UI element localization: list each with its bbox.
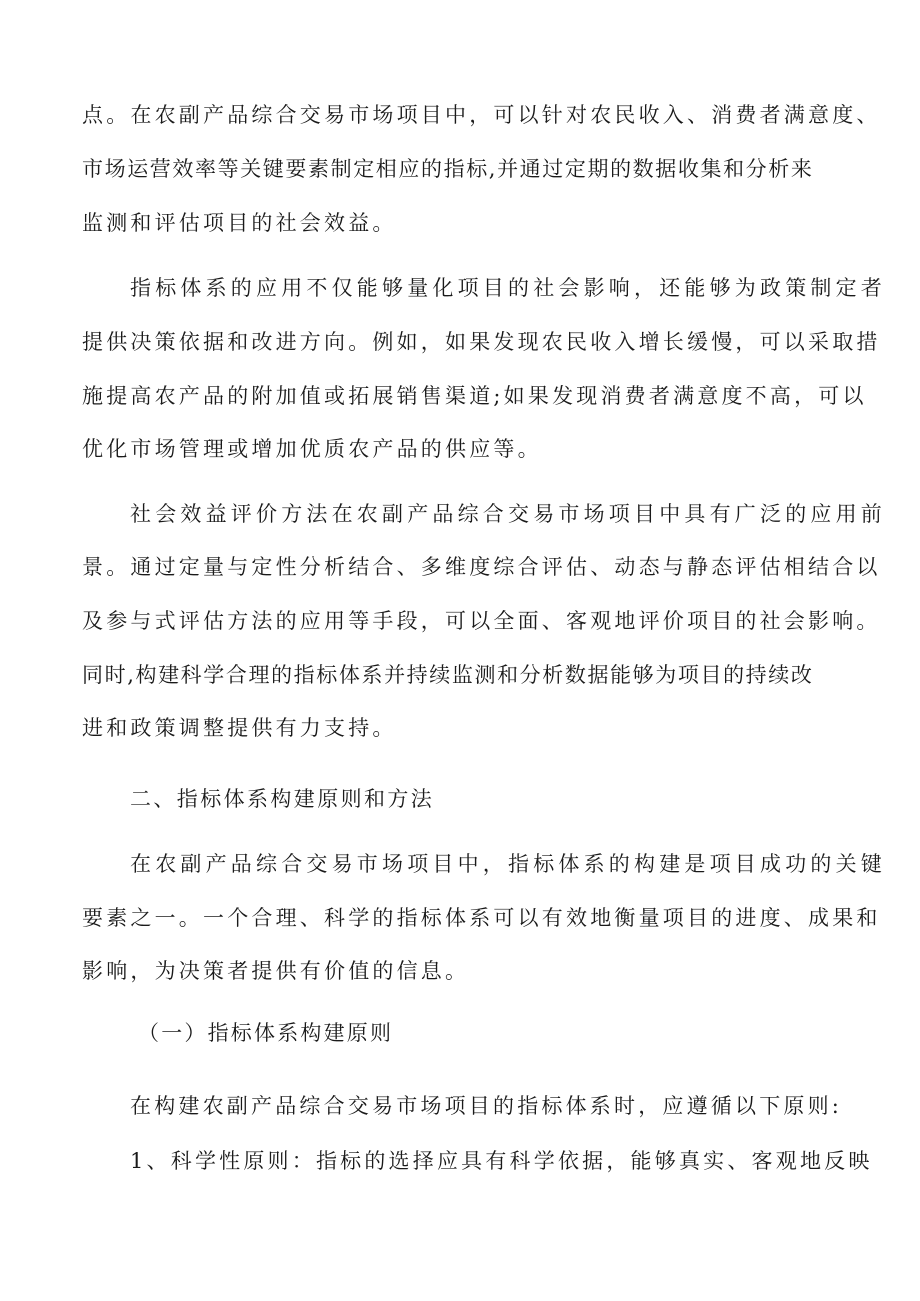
subsection-heading: （一）指标体系构建原则 [138, 1021, 394, 1045]
paragraph-line: 在构建农副产品综合交易市场项目的指标体系时，应遵循以下原则: [130, 1094, 843, 1118]
list-item: 1、科学性原则：指标的选择应具有科学依据，能够真实、客观地反映 [130, 1149, 873, 1173]
paragraph-line: 监测和评估项目的社会效益。 [82, 211, 397, 235]
paragraph-line: 提供决策依据和改进方向。例如，如果发现农民收入增长缓慢，可以采取措 [82, 330, 881, 354]
paragraph-line: 施提高农产品的附加值或拓展销售渠道;如果发现消费者满意度不高，可以 [82, 384, 867, 408]
paragraph-line: 要素之一。一个合理、科学的指标体系可以有效地衡量项目的进度、成果和 [82, 906, 881, 930]
paragraph-line: 在农副产品综合交易市场项目中，指标体系的构建是项目成功的关键 [130, 852, 886, 876]
section-heading: 二、指标体系构建原则和方法 [130, 787, 435, 811]
paragraph-line: 市场运营效率等关键要素制定相应的指标,并通过定期的数据收集和分析来 [82, 157, 814, 181]
paragraph-line: 点。在农副产品综合交易市场项目中，可以针对农民收入、消费者满意度、 [82, 103, 881, 127]
paragraph-line: 指标体系的应用不仅能够量化项目的社会影响，还能够为政策制定者 [130, 276, 886, 300]
paragraph-line: 优化市场管理或增加优质农产品的供应等。 [82, 437, 542, 461]
paragraph-line: 及参与式评估方法的应用等手段，可以全面、客观地评价项目的社会影响。 [82, 609, 881, 633]
paragraph-line: 社会效益评价方法在农副产品综合交易市场项目中具有广泛的应用前 [130, 502, 886, 526]
paragraph-line: 影响，为决策者提供有价值的信息。 [82, 959, 470, 983]
paragraph-line: 景。通过定量与定性分析结合、多维度综合评估、动态与静态评估相结合以 [82, 555, 881, 579]
paragraph-line: 同时,构建科学合理的指标体系并持续监测和分析数据能够为项目的持续改 [82, 663, 814, 687]
paragraph-line: 进和政策调整提供有力支持。 [82, 716, 397, 740]
